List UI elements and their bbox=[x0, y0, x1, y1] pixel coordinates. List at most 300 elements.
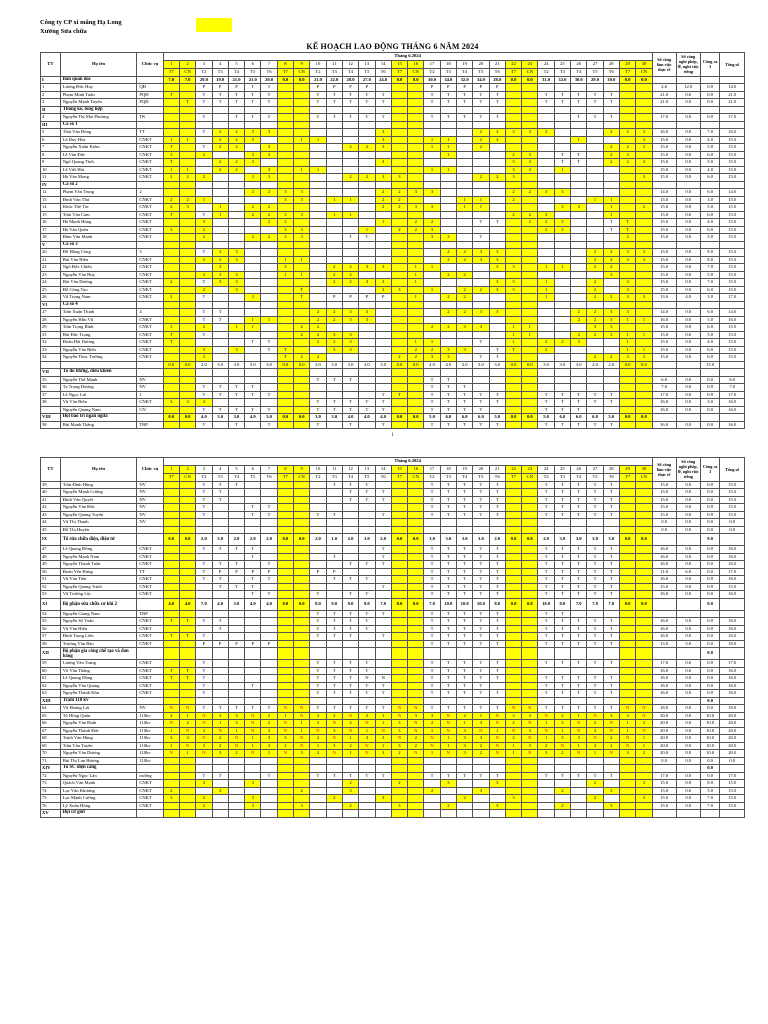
row-tt: 64 bbox=[41, 705, 61, 713]
day-cell: T bbox=[310, 91, 326, 99]
day-cell bbox=[554, 376, 570, 384]
day-cell bbox=[636, 279, 652, 287]
row-name: Hà Văn Quân bbox=[60, 226, 137, 234]
day-cell bbox=[310, 264, 326, 272]
day-cell bbox=[603, 301, 619, 309]
day-cell: 0.0 bbox=[391, 414, 407, 422]
day-cell bbox=[163, 772, 179, 780]
day-cell bbox=[294, 339, 310, 347]
day-cell bbox=[310, 106, 326, 114]
day-cell bbox=[245, 196, 261, 204]
day-cell bbox=[261, 780, 277, 788]
day-cell bbox=[619, 640, 635, 648]
day-cell: 32.0 bbox=[456, 76, 472, 84]
day-cell: 32.0 bbox=[554, 76, 570, 84]
day-cell bbox=[261, 181, 277, 189]
day-cell bbox=[587, 757, 603, 765]
row-name: Bùi Văn Hiếu bbox=[60, 256, 137, 264]
row-actual: 16.0 bbox=[652, 553, 676, 561]
day-cell: 2 bbox=[228, 159, 244, 167]
day-cell bbox=[489, 121, 505, 129]
day-cell: 6.0 bbox=[440, 414, 456, 422]
day-cell bbox=[342, 369, 358, 377]
day-cell: 3 bbox=[603, 787, 619, 795]
day-cell: T bbox=[440, 481, 456, 489]
day-cell: T bbox=[342, 114, 358, 122]
day-cell bbox=[245, 625, 261, 633]
day-cell bbox=[554, 667, 570, 675]
row-total: 15.0 bbox=[720, 256, 745, 264]
row-leave: 0.0 bbox=[676, 271, 700, 279]
row-position: CNKT bbox=[137, 640, 163, 648]
day-cell: P bbox=[326, 568, 342, 576]
day-cell: T bbox=[424, 690, 440, 698]
day-cell bbox=[489, 526, 505, 534]
row-actual: 16.0 bbox=[652, 576, 676, 584]
row-actual: 15.0 bbox=[652, 159, 676, 167]
day-cell bbox=[228, 174, 244, 182]
day-cell: 2.0 bbox=[228, 534, 244, 546]
day-cell: 2 bbox=[163, 712, 179, 720]
day-cell bbox=[424, 795, 440, 803]
day-cell: 3.0 bbox=[538, 361, 554, 369]
row-total: 15.0 bbox=[720, 496, 745, 504]
day-cell bbox=[212, 421, 228, 429]
row-name: Trần Đình Hùng bbox=[60, 481, 137, 489]
header-weekday: T3 bbox=[212, 473, 228, 481]
day-cell bbox=[538, 667, 554, 675]
day-cell: T bbox=[212, 772, 228, 780]
row-actual bbox=[652, 598, 676, 610]
day-cell bbox=[636, 166, 652, 174]
row-shift3: 6.0 bbox=[700, 346, 720, 354]
day-cell bbox=[310, 219, 326, 227]
day-cell: 2 bbox=[619, 159, 635, 167]
day-cell: T bbox=[342, 675, 358, 683]
day-cell bbox=[359, 331, 375, 339]
header-day: 12 bbox=[342, 60, 358, 68]
row-actual: 15.0 bbox=[652, 481, 676, 489]
day-cell bbox=[228, 196, 244, 204]
day-cell: 1 bbox=[163, 166, 179, 174]
day-cell: 3 bbox=[636, 159, 652, 167]
day-cell bbox=[277, 772, 293, 780]
day-cell: T bbox=[554, 568, 570, 576]
day-cell bbox=[571, 181, 587, 189]
header-name: Họ tên bbox=[60, 53, 137, 77]
day-cell: 2.0 bbox=[310, 534, 326, 546]
day-cell bbox=[505, 144, 521, 152]
row-leave: 0.0 bbox=[676, 705, 700, 713]
day-cell: 0.0 bbox=[294, 76, 310, 84]
day-cell: T bbox=[326, 481, 342, 489]
row-leave: 0.0 bbox=[676, 519, 700, 527]
row-tt: VII bbox=[41, 369, 61, 377]
row-actual: 15.0 bbox=[652, 339, 676, 347]
day-cell: T bbox=[359, 667, 375, 675]
row-total bbox=[720, 121, 745, 129]
day-cell bbox=[294, 346, 310, 354]
day-cell: 2 bbox=[294, 324, 310, 332]
day-cell: 2 bbox=[554, 787, 570, 795]
row-tt: 33 bbox=[41, 346, 61, 354]
day-cell bbox=[196, 519, 212, 527]
day-cell: 3 bbox=[245, 174, 261, 182]
day-cell bbox=[571, 354, 587, 362]
day-cell bbox=[261, 633, 277, 641]
day-cell: T bbox=[440, 496, 456, 504]
day-cell bbox=[179, 226, 195, 234]
day-cell bbox=[261, 121, 277, 129]
day-cell bbox=[554, 331, 570, 339]
day-cell bbox=[619, 690, 635, 698]
day-cell: T bbox=[261, 511, 277, 519]
day-cell bbox=[587, 406, 603, 414]
day-cell: 3.0 bbox=[571, 534, 587, 546]
day-cell bbox=[473, 279, 489, 287]
row-leave: 0.0 bbox=[676, 279, 700, 287]
day-cell: T bbox=[554, 399, 570, 407]
day-cell: T bbox=[310, 675, 326, 683]
day-cell: T bbox=[538, 546, 554, 554]
day-cell bbox=[391, 546, 407, 554]
day-cell: 4.0 bbox=[359, 414, 375, 422]
day-cell: 3 bbox=[261, 166, 277, 174]
day-cell bbox=[538, 114, 554, 122]
day-cell bbox=[310, 757, 326, 765]
day-cell: 2 bbox=[359, 174, 375, 182]
day-cell bbox=[554, 196, 570, 204]
header-day: 11 bbox=[326, 465, 342, 473]
row-position bbox=[137, 181, 163, 189]
day-cell bbox=[603, 765, 619, 773]
header-day: 2 bbox=[179, 60, 195, 68]
day-cell bbox=[636, 561, 652, 569]
header-day: 26 bbox=[571, 60, 587, 68]
day-cell: 2 bbox=[587, 279, 603, 287]
day-cell bbox=[261, 481, 277, 489]
day-cell bbox=[310, 144, 326, 152]
row-actual: 15.0 bbox=[652, 204, 676, 212]
day-cell: N bbox=[391, 705, 407, 713]
day-cell bbox=[245, 369, 261, 377]
day-cell: 3 bbox=[619, 286, 635, 294]
day-cell: 3 bbox=[489, 309, 505, 317]
day-cell: 1 bbox=[440, 151, 456, 159]
row-total: 17.0 bbox=[720, 772, 745, 780]
day-cell bbox=[277, 84, 293, 92]
day-cell bbox=[212, 226, 228, 234]
day-cell bbox=[212, 324, 228, 332]
day-cell: P bbox=[342, 84, 358, 92]
day-cell bbox=[391, 249, 407, 257]
day-cell: T bbox=[473, 675, 489, 683]
day-cell bbox=[636, 610, 652, 618]
row-total bbox=[720, 361, 745, 369]
day-cell: T bbox=[554, 91, 570, 99]
day-cell: 2 bbox=[163, 204, 179, 212]
day-cell: T bbox=[375, 489, 391, 497]
day-cell: 1 bbox=[505, 324, 521, 332]
day-cell: 3 bbox=[603, 712, 619, 720]
day-cell: N bbox=[522, 735, 538, 743]
row-position bbox=[137, 121, 163, 129]
row-shift3: 5.0 bbox=[700, 234, 720, 242]
day-cell: T bbox=[587, 772, 603, 780]
row-name: Lý Xuân Hồng bbox=[60, 802, 137, 810]
day-cell bbox=[408, 553, 424, 561]
day-cell: 3 bbox=[375, 159, 391, 167]
day-cell bbox=[228, 331, 244, 339]
day-cell bbox=[587, 271, 603, 279]
row-shift3: 0.0 bbox=[700, 99, 720, 107]
day-cell bbox=[505, 648, 521, 660]
day-cell: 2 bbox=[196, 286, 212, 294]
row-total: 15.0 bbox=[720, 354, 745, 362]
day-cell: T bbox=[424, 633, 440, 641]
day-cell bbox=[277, 568, 293, 576]
day-cell: 3 bbox=[163, 795, 179, 803]
day-cell: T bbox=[261, 576, 277, 584]
day-cell: N bbox=[619, 742, 635, 750]
day-cell: T bbox=[245, 511, 261, 519]
day-cell bbox=[245, 561, 261, 569]
header-weekday: T3 bbox=[554, 473, 570, 481]
day-cell: 3 bbox=[571, 204, 587, 212]
day-cell: 1 bbox=[294, 720, 310, 728]
day-cell bbox=[440, 795, 456, 803]
day-cell: 2.0 bbox=[587, 361, 603, 369]
day-cell bbox=[489, 810, 505, 818]
day-cell bbox=[294, 675, 310, 683]
row-shift3: 6.0 bbox=[700, 309, 720, 317]
day-cell: T bbox=[261, 406, 277, 414]
day-cell bbox=[571, 810, 587, 818]
day-cell: 3 bbox=[375, 795, 391, 803]
day-cell bbox=[538, 519, 554, 527]
day-cell bbox=[505, 249, 521, 257]
day-cell: 10.0 bbox=[440, 598, 456, 610]
company-name: Công ty CP xi măng Hạ Long bbox=[40, 19, 122, 26]
day-cell bbox=[245, 121, 261, 129]
day-cell: 4.0 bbox=[179, 598, 195, 610]
row-shift3: 5.0 bbox=[700, 316, 720, 324]
day-cell: T bbox=[326, 667, 342, 675]
day-cell bbox=[408, 519, 424, 527]
day-cell: T bbox=[163, 675, 179, 683]
row-name: Lê Văn Đức bbox=[60, 151, 137, 159]
day-cell: N bbox=[603, 720, 619, 728]
day-cell: 2 bbox=[310, 354, 326, 362]
day-cell bbox=[261, 519, 277, 527]
row-shift3: 0.0 bbox=[700, 546, 720, 554]
day-cell bbox=[538, 166, 554, 174]
day-cell bbox=[391, 481, 407, 489]
row-position: trưởng bbox=[137, 772, 163, 780]
day-cell: P bbox=[212, 640, 228, 648]
day-cell: 3.0 bbox=[228, 361, 244, 369]
day-cell: T bbox=[310, 667, 326, 675]
day-cell bbox=[505, 294, 521, 302]
day-cell bbox=[538, 301, 554, 309]
header-day: 15 bbox=[391, 465, 407, 473]
day-cell bbox=[522, 406, 538, 414]
day-cell: T bbox=[326, 633, 342, 641]
day-cell bbox=[538, 810, 554, 818]
row-leave: 0.0 bbox=[676, 144, 700, 152]
day-cell bbox=[619, 489, 635, 497]
day-cell bbox=[196, 159, 212, 167]
row-total: 15.0 bbox=[720, 151, 745, 159]
day-cell: T bbox=[571, 114, 587, 122]
day-cell: 3 bbox=[375, 136, 391, 144]
day-cell bbox=[505, 526, 521, 534]
day-cell: N bbox=[245, 727, 261, 735]
day-cell: 3 bbox=[456, 324, 472, 332]
day-cell: 21.0 bbox=[310, 76, 326, 84]
day-cell: T bbox=[375, 91, 391, 99]
day-cell bbox=[375, 660, 391, 668]
row-tt: XV bbox=[41, 810, 61, 818]
day-cell: T bbox=[342, 421, 358, 429]
day-cell: 1 bbox=[619, 346, 635, 354]
day-cell bbox=[342, 166, 358, 174]
day-cell: P bbox=[228, 568, 244, 576]
day-cell bbox=[571, 144, 587, 152]
day-cell: 3.0 bbox=[473, 361, 489, 369]
day-cell: 6.0 bbox=[587, 414, 603, 422]
day-cell bbox=[391, 84, 407, 92]
day-cell: 2 bbox=[473, 750, 489, 758]
day-cell bbox=[473, 519, 489, 527]
row-shift3 bbox=[700, 301, 720, 309]
day-cell bbox=[196, 553, 212, 561]
day-cell: 6.0 bbox=[571, 414, 587, 422]
header-day: 27 bbox=[587, 60, 603, 68]
day-cell: T bbox=[473, 546, 489, 554]
day-cell: 1 bbox=[571, 742, 587, 750]
header-weekday: T7 bbox=[277, 473, 293, 481]
day-cell bbox=[277, 489, 293, 497]
day-cell bbox=[163, 576, 179, 584]
day-cell bbox=[619, 546, 635, 554]
row-name: Tạ Trọng Dương bbox=[60, 384, 137, 392]
day-cell bbox=[473, 211, 489, 219]
row-name: Lê Duy Hòa bbox=[60, 136, 137, 144]
day-cell bbox=[424, 301, 440, 309]
day-cell: 3.0 bbox=[587, 534, 603, 546]
header-weekday: T6 bbox=[261, 473, 277, 481]
day-cell: 3 bbox=[505, 159, 521, 167]
row-leave: 0.0 bbox=[676, 625, 700, 633]
day-cell bbox=[603, 136, 619, 144]
day-cell bbox=[554, 121, 570, 129]
day-cell: N bbox=[310, 727, 326, 735]
day-cell: 2 bbox=[571, 331, 587, 339]
day-cell: 1 bbox=[636, 346, 652, 354]
day-cell: 1 bbox=[424, 727, 440, 735]
day-cell bbox=[375, 648, 391, 660]
day-cell bbox=[408, 795, 424, 803]
header-weekday: T3 bbox=[554, 68, 570, 76]
row-tt: XII bbox=[41, 648, 61, 660]
row-tt: 3 bbox=[41, 99, 61, 107]
header-weekday: T4 bbox=[228, 68, 244, 76]
day-cell: 3 bbox=[294, 750, 310, 758]
day-cell: 3 bbox=[505, 712, 521, 720]
day-cell: T bbox=[538, 682, 554, 690]
table-row bbox=[41, 591, 745, 599]
day-cell: 8.0 bbox=[489, 598, 505, 610]
day-cell: 3 bbox=[212, 750, 228, 758]
day-cell bbox=[440, 301, 456, 309]
day-cell bbox=[294, 526, 310, 534]
day-cell bbox=[212, 301, 228, 309]
day-cell: N bbox=[473, 727, 489, 735]
day-cell: 2 bbox=[571, 309, 587, 317]
day-cell bbox=[359, 810, 375, 818]
day-cell: 0.0 bbox=[636, 598, 652, 610]
row-name: Tổ đo lường, điều khiển bbox=[60, 369, 137, 377]
row-shift3: 5.0 bbox=[700, 331, 720, 339]
day-cell: 2 bbox=[473, 129, 489, 137]
day-cell bbox=[554, 316, 570, 324]
day-cell: 3 bbox=[473, 324, 489, 332]
row-position: CNKT bbox=[137, 682, 163, 690]
day-cell bbox=[277, 331, 293, 339]
row-leave: 0.0 bbox=[676, 735, 700, 743]
row-position: 3 bbox=[137, 249, 163, 257]
day-cell: T bbox=[456, 772, 472, 780]
day-cell bbox=[163, 519, 179, 527]
day-cell: 2 bbox=[277, 742, 293, 750]
day-cell: 2 bbox=[538, 219, 554, 227]
day-cell: 2 bbox=[603, 294, 619, 302]
day-cell bbox=[294, 384, 310, 392]
row-position bbox=[137, 361, 163, 369]
header-weekday: T5 bbox=[473, 68, 489, 76]
row-actual: 20.0 bbox=[652, 712, 676, 720]
day-cell bbox=[294, 406, 310, 414]
row-shift3: 0.0 bbox=[700, 648, 720, 660]
day-cell: T bbox=[261, 504, 277, 512]
day-cell bbox=[522, 660, 538, 668]
day-cell bbox=[391, 159, 407, 167]
day-cell: P bbox=[228, 84, 244, 92]
day-cell bbox=[261, 610, 277, 618]
day-cell: P bbox=[196, 84, 212, 92]
row-shift3: 7.0 bbox=[700, 279, 720, 287]
day-cell bbox=[522, 504, 538, 512]
row-shift3: 0.0 bbox=[700, 576, 720, 584]
day-cell: 2.0 bbox=[375, 534, 391, 546]
day-cell: 2 bbox=[342, 144, 358, 152]
day-cell bbox=[489, 301, 505, 309]
day-cell: 1 bbox=[326, 196, 342, 204]
day-cell bbox=[440, 204, 456, 212]
day-cell: 2 bbox=[473, 742, 489, 750]
day-cell bbox=[212, 526, 228, 534]
day-cell bbox=[408, 196, 424, 204]
row-tt: 63 bbox=[41, 690, 61, 698]
day-cell: T bbox=[359, 481, 375, 489]
day-cell: T bbox=[456, 384, 472, 392]
day-cell bbox=[228, 264, 244, 272]
day-cell: T bbox=[440, 633, 456, 641]
row-position: CNKT bbox=[137, 174, 163, 182]
row-shift3: 0.0 bbox=[700, 757, 720, 765]
day-cell: T bbox=[326, 625, 342, 633]
